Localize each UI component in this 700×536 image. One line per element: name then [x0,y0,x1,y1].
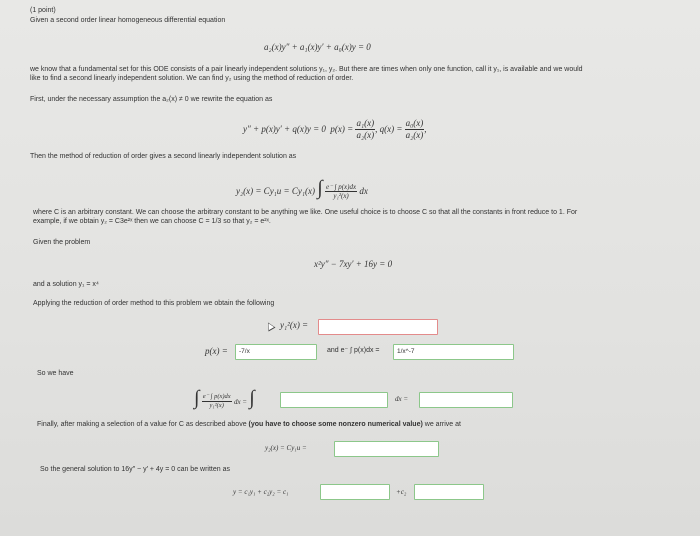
points-label: (1 point) [30,7,56,14]
reduction-dx: dx [359,186,368,196]
paragraph-2: First, under the necessary assumption the a₂(x) ≠ 0 we rewrite the equation as [30,96,273,103]
finally-line [37,421,461,430]
finally-bold-text: (you have to choose some nonzero numerical value) [248,421,423,428]
q-denominator: a₂(x) [405,130,424,141]
integral-fraction [202,393,232,410]
integral-numerator: e⁻ ∫ p(x)dx [202,393,232,402]
integral-input[interactable] [280,392,388,408]
y2-input[interactable] [334,441,439,457]
finally-text-before: Finally, after making a selection of a value for C as described above [37,421,249,428]
c1-term-input[interactable] [320,484,390,500]
reduction-fraction [325,183,357,202]
y1-squared-input[interactable] [318,319,438,335]
integral-sign: ∫ [317,177,323,199]
paragraph-1-line-1: we know that a fundamental set for this ODE consists of a pair linearly independent solutions y₁, y₂. But there are times when only one function, call it y₁, is available and we would [30,66,583,73]
q-label: , q(x) = [375,123,403,134]
dx-equals-label: dx = [395,395,409,403]
general-eq-lhs: y = c₁y₁ + c₂y₂ = c₁ [233,488,289,496]
given-problem-label: Given the problem [33,239,91,246]
y2-label: y₂(x) = Cy₁u = [265,444,307,452]
integral-expression [194,386,255,411]
reduction-numerator: e⁻ ∫ p(x)dx [326,182,357,191]
integral-sign-2: ∫ [194,387,200,409]
q-fraction [405,118,425,142]
standard-form-equation [243,118,427,142]
general-solution-line: So the general solution to 16y″ − y′ + 4y = 0 can be written as [40,466,230,473]
p-numerator: a₁(x) [355,118,375,130]
c2-term-input[interactable] [414,484,484,500]
solution-line: and a solution y₁ = x⁴ [33,281,99,288]
integral-dx-equals: dx = [233,398,248,406]
p-input[interactable]: -7/x [235,344,317,360]
standard-form-end: , [424,123,427,134]
y1-squared-label: y₁²(x) = [280,320,309,330]
standard-form-lhs: y″ + p(x)y′ + q(x)y = 0 [243,123,326,134]
finally-text-after: we arrive at [422,421,461,428]
reduction-equation [236,176,368,201]
integral-denominator: y₁²(x) [209,402,224,410]
exp-input[interactable]: 1/x^-7 [393,344,514,360]
mouse-cursor-icon [265,321,276,332]
applying-line: Applying the reduction of order method to this problem we obtain the following [33,300,275,307]
q-numerator: a₀(x) [405,118,425,130]
plus-c2-label: +c₂ [396,488,407,496]
reduction-denominator: y₁²(x) [333,192,349,201]
p-fraction [355,118,375,142]
p-label: p(x) = [330,123,354,134]
so-we-have-label: So we have [37,370,74,377]
integral-sign-3: ∫ [249,387,255,409]
main-equation: a₂(x)y″ + a₁(x)y′ + a₀(x)y = 0 [264,42,371,52]
paragraph-1-line-2: like to find a second linearly independent solution. We can find y₂ using the method of reduction of order. [30,75,354,82]
problem-equation: x²y″ − 7xy′ + 16y = 0 [314,259,393,269]
integral-result-input[interactable] [419,392,513,408]
paragraph-4-line-1: where C is an arbitrary constant. We can choose the arbitrary constant to be anything we like. One useful choice is to choose C so that all the constants in front reduce to 1. For [33,209,578,216]
exp-label: and e⁻ ∫ p(x)dx = [327,347,380,354]
p-denominator: a₂(x) [356,130,375,141]
paragraph-3: Then the method of reduction of order gives a second linearly independent solution as [30,153,297,160]
paragraph-4-line-2: example, if we obtain y₂ = C3e²ˣ then we can choose C = 1/3 so that y₂ = e²ˣ. [33,218,271,225]
intro-text: Given a second order linear homogeneous differential equation [30,17,226,24]
p-row-label: p(x) = [205,346,228,356]
reduction-lhs: y₂(x) = Cy₁u = Cy₁(x) [236,186,316,196]
